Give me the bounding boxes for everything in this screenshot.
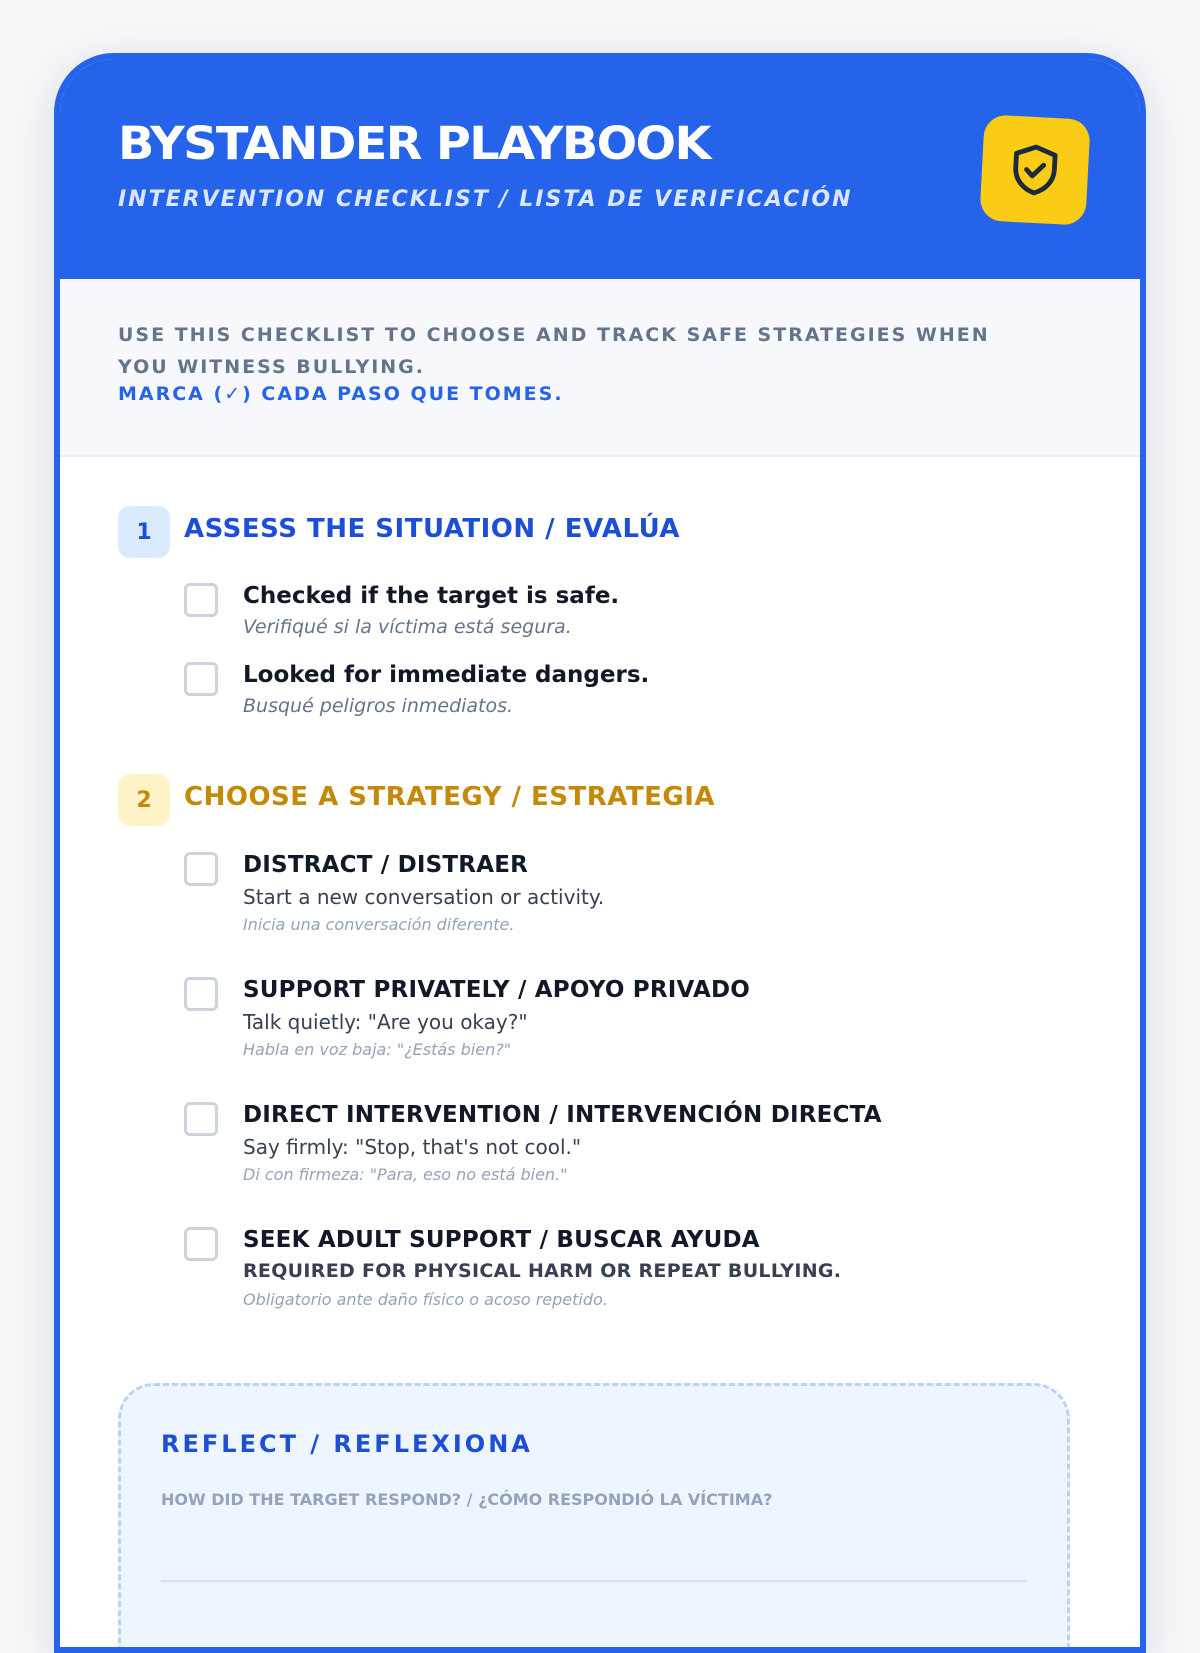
checkbox[interactable] [184,583,218,617]
shield-check-icon [1005,140,1066,201]
checkbox[interactable] [184,852,218,886]
section-title: ASSESS THE SITUATION / EVALÚA [184,514,681,544]
checkbox[interactable] [184,662,218,696]
page-subtitle: INTERVENTION CHECKLIST / LISTA DE VERIFICACIÓN [118,187,853,212]
strategy-description: REQUIRED FOR PHYSICAL HARM OR REPEAT BULLYING. [243,1260,842,1282]
section-number-badge: 1 [118,506,170,558]
section-number-badge: 2 [118,774,170,826]
strategy-title: SEEK ADULT SUPPORT / BUSCAR AYUDA [243,1227,760,1253]
page-title: BYSTANDER PLAYBOOK [118,117,710,170]
checkbox[interactable] [184,1227,218,1261]
strategy-description: Talk quietly: "Are you okay?" [243,1010,528,1034]
strategy-description: Say firmly: "Stop, that's not cool." [243,1135,582,1159]
item-title: Checked if the target is safe. [243,583,620,609]
reflect-answer-line[interactable] [161,1580,1027,1582]
intro-text-es: MARCA (✓) CADA PASO QUE TOMES. [118,383,564,405]
checkbox[interactable] [184,1102,218,1136]
strategy-title: SUPPORT PRIVATELY / APOYO PRIVADO [243,977,750,1003]
logo-badge [979,114,1090,225]
strategy-description-es: Di con firmeza: "Para, eso no está bien." [243,1165,568,1184]
item-translation: Verifiqué si la víctima está segura. [243,616,572,638]
strategy-description-es: Inicia una conversación diferente. [243,915,515,934]
checklist-card [54,53,1146,1653]
intro-panel [60,279,1140,457]
strategy-title: DIRECT INTERVENTION / INTERVENCIÓN DIRECTA [243,1102,882,1128]
section-title: CHOOSE A STRATEGY / ESTRATEGIA [184,782,716,812]
reflect-title: REFLECT / REFLEXIONA [161,1430,533,1458]
intro-text: USE THIS CHECKLIST TO CHOOSE AND TRACK SAFE STRATEGIES WHEN YOU WITNESS BULLYING. [118,324,990,378]
reflect-question: HOW DID THE TARGET RESPOND? / ¿CÓMO RESPONDIÓ LA VÍCTIMA? [161,1490,773,1509]
strategy-title: DISTRACT / DISTRAER [243,852,529,878]
item-translation: Busqué peligros inmediatos. [243,695,514,717]
strategy-description: Start a new conversation or activity. [243,885,605,909]
strategy-description-es: Obligatorio ante daño físico o acoso repetido. [243,1290,608,1309]
checkbox[interactable] [184,977,218,1011]
reflect-panel [118,1383,1070,1653]
strategy-description-es: Habla en voz baja: "¿Estás bien?" [243,1040,512,1059]
header [60,59,1140,279]
item-title: Looked for immediate dangers. [243,662,650,688]
